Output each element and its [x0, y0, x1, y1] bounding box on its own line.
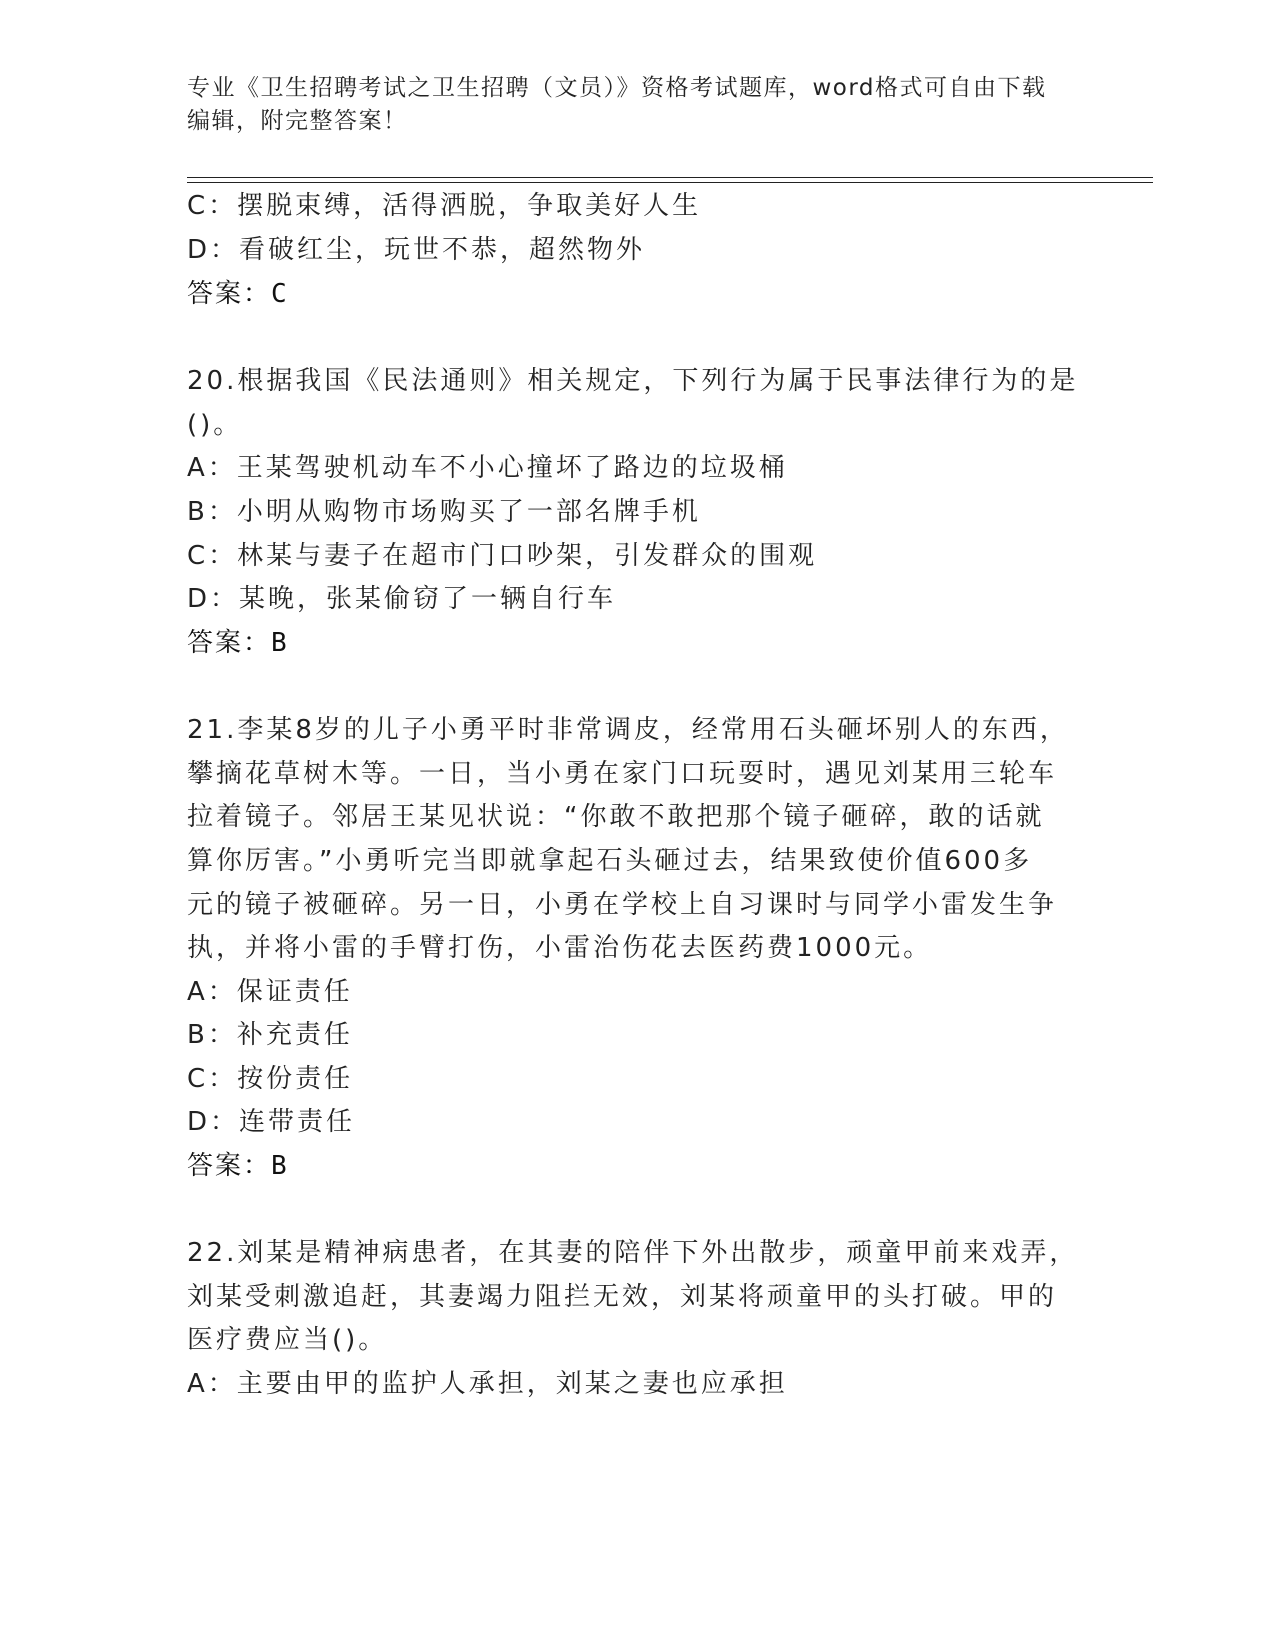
document-header [187, 72, 1067, 138]
header-line-1: 专业《卫生招聘考试之卫生招聘（文员）》资格考试题库，word格式可自由下载 [187, 75, 1047, 101]
q21-option-a: A：保证责任 [187, 977, 353, 1007]
header-rule-bottom [187, 182, 1153, 183]
q21-stem-line-6: 执，并将小雷的手臂打伤，小雷治伤花去医药费1000元。 [187, 933, 933, 963]
q21-option-b: B：补充责任 [187, 1020, 353, 1050]
q20-option-c: C：林某与妻子在超市门口吵架，引发群众的围观 [187, 541, 818, 571]
answer-value: B [271, 1151, 289, 1181]
answer-value: B [271, 628, 289, 658]
answer-value: C [271, 279, 289, 309]
q19-answer [187, 273, 289, 310]
header-line-2: 编辑，附完整答案！ [187, 108, 408, 134]
q20-option-b: B：小明从购物市场购买了一部名牌手机 [187, 497, 701, 527]
q19-option-d: D：看破红尘，玩世不恭，超然物外 [187, 235, 646, 265]
q21-answer [187, 1145, 289, 1182]
q20-option-a: A：王某驾驶机动车不小心撞坏了路边的垃圾桶 [187, 453, 788, 483]
q20-answer [187, 622, 289, 659]
q21-stem-line-1: 21.李某8岁的儿子小勇平时非常调皮，经常用石头砸坏别人的东西， [187, 715, 1069, 745]
q21-stem-line-4: 算你厉害。”小勇听完当即就拿起石头砸过去，结果致使价值600多 [187, 846, 1033, 876]
q22-stem-line-1: 22.刘某是精神病患者，在其妻的陪伴下外出散步，顽童甲前来戏弄， [187, 1238, 1079, 1268]
q21-stem-line-5: 元的镜子被砸碎。另一日，小勇在学校上自习课时与同学小雷发生争 [187, 890, 1058, 920]
header-rule-top [187, 177, 1153, 178]
q20-stem-line-2: ()。 [187, 410, 243, 440]
q22-stem-line-2: 刘某受刺激追赶，其妻竭力阻拦无效，刘某将顽童甲的头打破。甲的 [187, 1282, 1058, 1312]
q21-stem-line-2: 攀摘花草树木等。一日，当小勇在家门口玩耍时，遇见刘某用三轮车 [187, 759, 1058, 789]
q21-stem-line-3: 拉着镜子。邻居王某见状说：“你敢不敢把那个镜子砸碎，敢的话就 [187, 802, 1045, 832]
q20-stem-line-1: 20.根据我国《民法通则》相关规定，下列行为属于民事法律行为的是 [187, 366, 1079, 396]
answer-label: 答案： [187, 1151, 272, 1181]
q19-option-c: C：摆脱束缚，活得洒脱，争取美好人生 [187, 191, 702, 221]
q22-option-a: A：主要由甲的监护人承担，刘某之妻也应承担 [187, 1369, 788, 1399]
q21-option-d: D：连带责任 [187, 1107, 356, 1137]
q22-stem-line-3: 医疗费应当()。 [187, 1325, 388, 1355]
q21-option-c: C：按份责任 [187, 1064, 354, 1094]
q20-option-d: D：某晚，张某偷窃了一辆自行车 [187, 584, 617, 614]
answer-label: 答案： [187, 628, 272, 658]
answer-label: 答案： [187, 279, 272, 309]
